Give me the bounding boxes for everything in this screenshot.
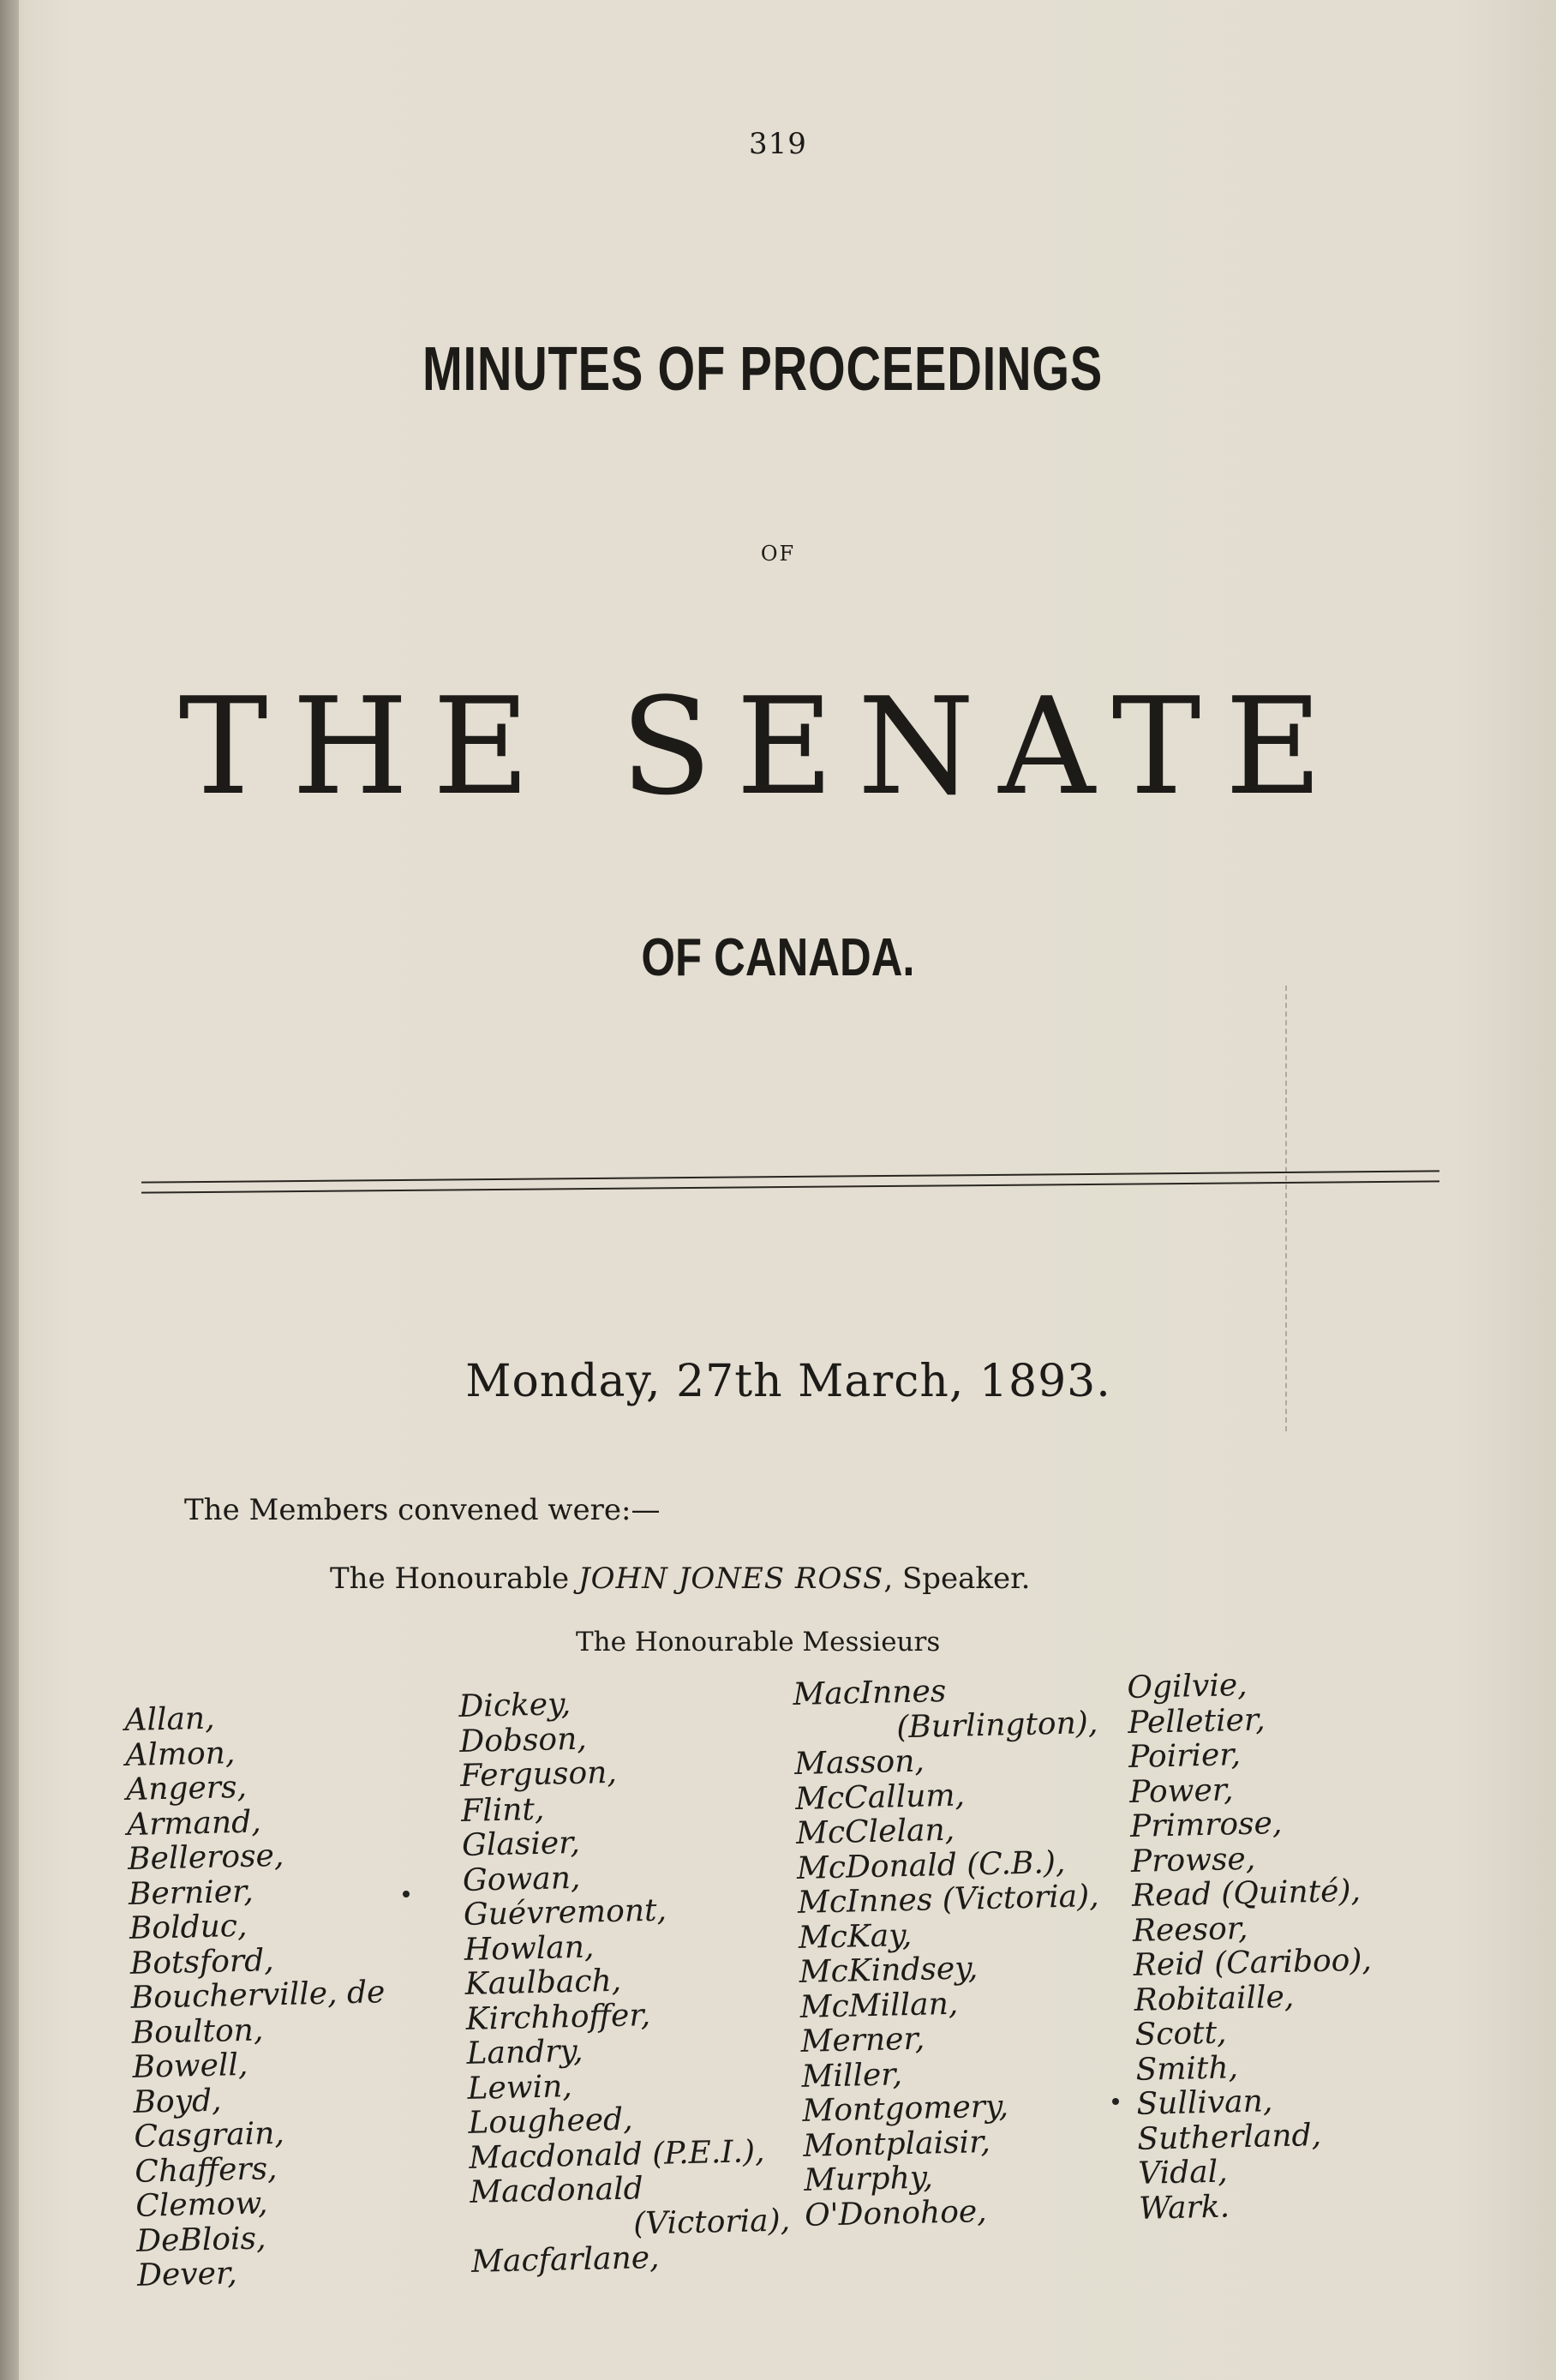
member-name: Bellerose, xyxy=(127,1837,284,1877)
member-name: O'Donohoe, xyxy=(804,2193,988,2233)
member-name: Read (Quinté), xyxy=(1131,1873,1362,1914)
member-name: Smith, xyxy=(1135,2049,1239,2088)
member-name: Bolduc, xyxy=(129,1908,248,1946)
speaker-prefix: The Honourable xyxy=(330,1562,570,1596)
member-name: McDonald (C.B.), xyxy=(796,1844,1066,1886)
member-name: Allan, xyxy=(123,1700,216,1738)
members-column-2 xyxy=(458,1683,791,2281)
book-binding-edge xyxy=(0,0,19,2380)
member-name: Ogilvie, xyxy=(1126,1667,1248,1706)
member-name: Casgrain, xyxy=(134,2115,285,2155)
member-name: Vidal, xyxy=(1137,2154,1229,2191)
member-name: Dobson, xyxy=(458,1721,588,1760)
member-name: McCallum, xyxy=(794,1777,966,1817)
member-name: Boucherville, de xyxy=(130,1975,386,2016)
member-name: Bowell, xyxy=(132,2047,248,2085)
member-name: (Burlington), xyxy=(895,1705,1098,1745)
ink-speck xyxy=(403,1891,410,1897)
library-stamp-mark xyxy=(1285,986,1338,1431)
double-rule-top xyxy=(141,1170,1439,1183)
member-name: Lewin, xyxy=(467,2068,573,2107)
member-name: Glasier, xyxy=(461,1825,581,1863)
member-name: Montgomery, xyxy=(802,2089,1009,2129)
honourable-messieurs-heading: The Honourable Messieurs xyxy=(576,1627,941,1658)
member-name: Clemow, xyxy=(135,2185,268,2224)
member-name: Dickey, xyxy=(458,1687,572,1724)
member-name: Reesor, xyxy=(1132,1910,1248,1949)
member-name: McClelan, xyxy=(795,1812,955,1851)
member-name: Botsford, xyxy=(129,1942,275,1981)
member-name: Macfarlane, xyxy=(470,2239,660,2280)
member-name: Montplaisir, xyxy=(802,2124,991,2164)
member-name: Kaulbach, xyxy=(464,1963,622,2002)
member-name: Flint, xyxy=(460,1791,545,1829)
member-name: Dever, xyxy=(136,2256,238,2293)
page-number: 319 xyxy=(749,127,807,161)
speaker-suffix: , Speaker. xyxy=(883,1562,1031,1596)
member-name: McMillan, xyxy=(799,1986,959,2025)
member-name: Merner, xyxy=(800,2021,925,2059)
member-name: McKay, xyxy=(798,1917,913,1956)
member-name: Bernier, xyxy=(128,1873,254,1912)
double-rule-bottom xyxy=(141,1180,1439,1193)
members-column-1 xyxy=(124,1698,392,2293)
member-name: Armand, xyxy=(126,1803,262,1843)
speaker-name: JOHN JONES ROSS xyxy=(578,1562,884,1596)
member-name: Kirchhoffer, xyxy=(465,1997,651,2037)
member-name: Murphy, xyxy=(803,2160,934,2198)
heading-the-senate: THE SENATE xyxy=(178,668,1347,824)
member-name: Primrose, xyxy=(1129,1805,1283,1844)
ink-speck xyxy=(1112,2098,1119,2105)
members-convened-line: The Members convened were:— xyxy=(184,1493,661,1527)
members-column-3 xyxy=(793,1671,1110,2233)
session-date: Monday, 27th March, 1893. xyxy=(465,1356,1111,1407)
member-name: Robitaille, xyxy=(1134,1979,1295,2018)
member-name: Wark. xyxy=(1138,2188,1230,2227)
member-name: Angers, xyxy=(125,1769,248,1807)
member-name: Boulton, xyxy=(131,2011,264,2051)
member-name: Ferguson, xyxy=(459,1754,618,1794)
member-name: Sutherland, xyxy=(1136,2117,1322,2157)
member-name: Power, xyxy=(1128,1772,1234,1810)
heading-minutes-of-proceedings: MINUTES OF PROCEEDINGS xyxy=(422,335,1104,404)
member-name: Scott, xyxy=(1134,2015,1227,2053)
member-name: Howlan, xyxy=(464,1928,595,1968)
member-name: Pelletier, xyxy=(1127,1701,1266,1741)
member-name: Masson, xyxy=(793,1743,925,1782)
member-name: Lougheed, xyxy=(468,2101,633,2141)
member-name: Poirier, xyxy=(1128,1737,1242,1775)
member-name: Miller, xyxy=(801,2056,903,2095)
member-name: Macdonald (P.E.I.), xyxy=(468,2133,765,2176)
member-name: Guévremont, xyxy=(463,1892,667,1933)
heading-of: OF xyxy=(760,542,796,566)
member-name: Prowse, xyxy=(1130,1841,1256,1879)
member-name: Gowan, xyxy=(462,1860,581,1898)
member-name: Landry, xyxy=(466,2033,584,2071)
speaker-line xyxy=(330,1562,1030,1596)
member-name: Macdonald xyxy=(469,2171,644,2210)
member-name: Almon, xyxy=(124,1735,236,1773)
members-column-4 xyxy=(1127,1666,1378,2227)
heading-of-canada: OF CANADA. xyxy=(641,928,915,987)
member-name: Chaffers, xyxy=(134,2150,278,2190)
member-name: (Victoria), xyxy=(632,2202,791,2242)
member-name: Boyd, xyxy=(133,2083,222,2120)
member-name: MacInnes xyxy=(792,1673,947,1712)
member-name: Sullivan, xyxy=(1136,2083,1273,2122)
member-name: DeBlois, xyxy=(135,2220,266,2259)
member-name: McInnes (Victoria), xyxy=(797,1878,1100,1921)
member-name: McKindsey, xyxy=(799,1951,978,1990)
member-name: Reid (Cariboo), xyxy=(1133,1942,1373,1983)
